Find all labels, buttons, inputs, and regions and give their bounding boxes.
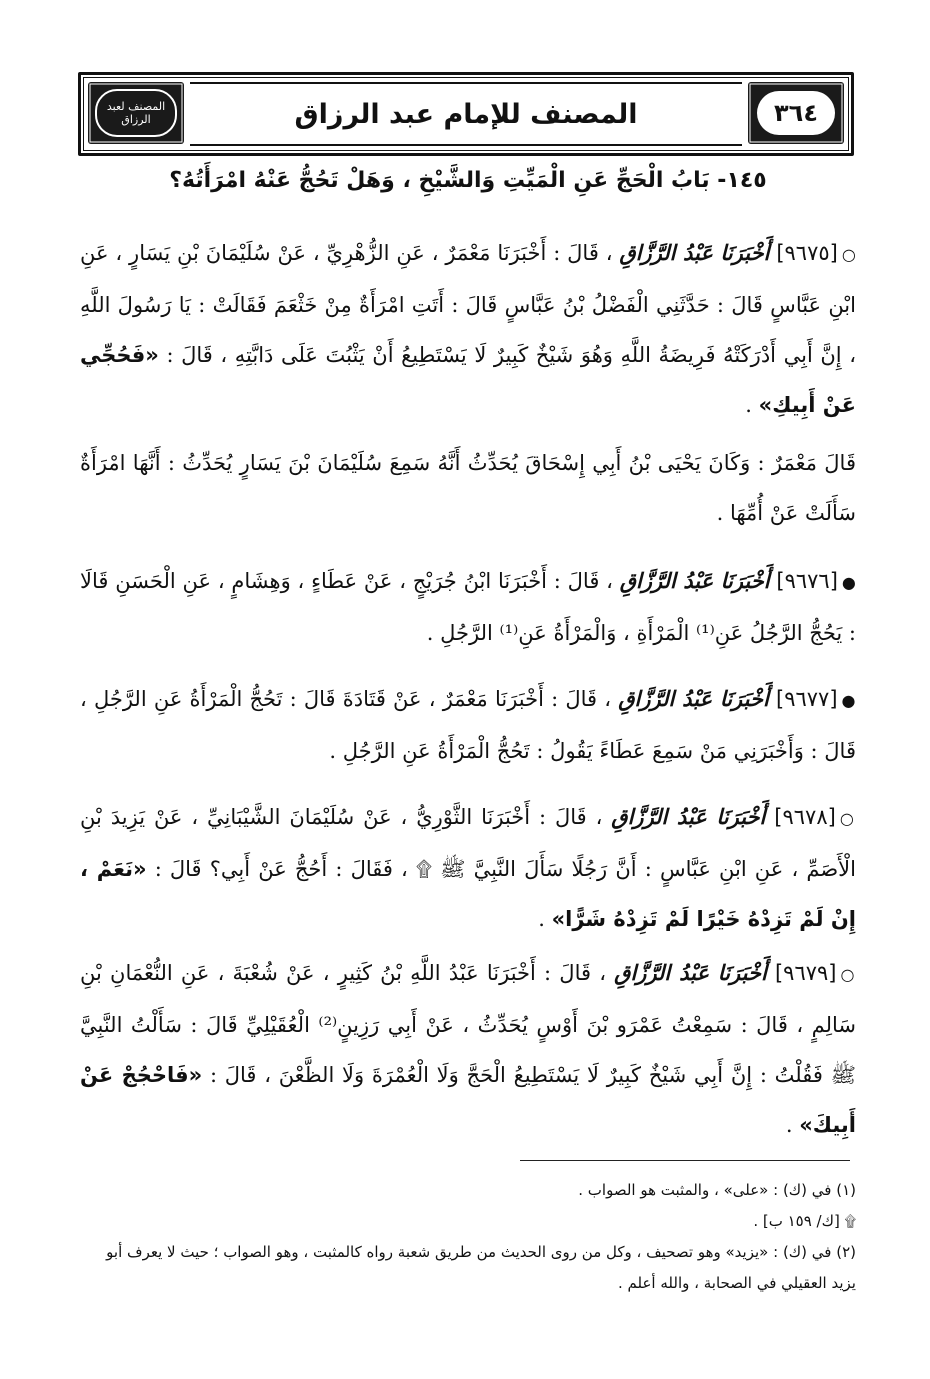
- book-emblem: [88, 82, 184, 144]
- hadith-9676: [80, 556, 856, 658]
- hadith-intro: أَخْبَرَنَا عَبْدُ الرَّزَّاقِ: [614, 961, 767, 985]
- hadith-text: ، قَالَ : أَخْبَرَنَا مَعْمَرٌ ، عَنِ الزُّهْرِيِّ ، عَنْ سُلَيْمَانَ بْنِ يَسَارٍ ، عَنِ ابْنِ عَبَّاسٍ قَالَ : حَدَّثَنِي الْفَضْلُ بْنُ عَبَّاسٍ قَالَ : أَتَتِ امْرَأَةٌ مِنْ خَثْعَمَ فَقَالَتْ : يَا رَسُولَ اللَّهِ ، إِنَّ أَبِي أَدْرَكَتْهُ فَرِيضَةُ اللَّهِ وَهُوَ شَيْخٌ كَبِيرٌ لَا يَسْتَطِيعُ أَنْ يَثْبُتَ عَلَى دَابَّتِهِ ، قَالَ :: [80, 241, 856, 367]
- hadith-marker: ●: [841, 691, 856, 710]
- emblem-pattern-icon: [88, 82, 184, 144]
- hadith-9678: [80, 792, 856, 944]
- page-header: [78, 72, 854, 156]
- hadith-number: [٩٦٧٥]: [776, 241, 838, 265]
- footnote-separator: [520, 1160, 850, 1161]
- hadith-marker: ○: [841, 245, 857, 264]
- hadith-intro: أَخْبَرَنَا عَبْدُ الرَّزَّاقِ: [619, 241, 770, 265]
- hadith-speech: «نَعَمْ ، إِنْ لَمْ تَزِدْهُ خَيْرًا لَمْ تَزِدْهُ شَرًّا»: [80, 857, 856, 931]
- hadith-text: ، قَالَ : أَخْبَرَنَا الثَّوْرِيُّ ، عَنْ سُلَيْمَانَ الشَّيْبَانِيِّ ، عَنْ يَزِيدَ بْنِ الْأَصَمِّ ، عَنِ ابْنِ عَبَّاسٍ : أَنَّ رَجُلًا سَأَلَ النَّبِيَّ ﷺ ۩ ، فَقَالَ : أَحُجُّ عَنْ أَبِي؟ قَالَ :: [80, 805, 856, 881]
- page-number-ornament: [748, 82, 844, 144]
- hadith-tail: .: [785, 1113, 800, 1137]
- chapter-heading: ١٤٥- بَابُ الْحَجِّ عَنِ الْمَيِّتِ وَالشَّيْخِ ، وَهَلْ تَحُجُّ عَنْهُ امْرَأَتُهُ؟: [169, 168, 767, 193]
- book-title: المصنف للإمام عبد الرزاق: [294, 98, 638, 130]
- hadith-9677: [80, 674, 856, 776]
- footnotes: [80, 1175, 856, 1299]
- hadith-text: ، قَالَ : أَخْبَرَنَا ابْنُ جُرَيْجٍ ، عَنْ عَطَاءٍ ، وَهِشَامٍ ، عَنِ الْحَسَنِ قَالَا : يَحُجُّ الرَّجُلُ عَنِ⁽¹⁾ الْمَرْأَةِ ، وَالْمَرْأَةُ عَنِ⁽¹⁾ الرَّجُلِ .: [80, 569, 856, 645]
- hadith-9675-note: [80, 438, 856, 538]
- hadith-intro: أَخْبَرَنَا عَبْدُ الرَّزَّاقِ: [611, 805, 766, 829]
- hadith-number: [٩٦٧٨]: [774, 805, 836, 829]
- hadith-tail: .: [538, 907, 552, 931]
- hadith-speech: «فَحُجِّي عَنْ أَبِيكِ»: [80, 343, 856, 417]
- hadith-marker: ●: [841, 573, 856, 592]
- hadith-text: قَالَ مَعْمَرٌ : وَكَانَ يَحْيَى بْنُ أَبِي إِسْحَاقَ يُحَدِّثُ أَنَّهُ سَمِعَ سُلَيْمَانَ بْنَ يَسَارٍ يُحَدِّثُ : أَنَّهَا امْرَأَةٌ سَأَلَتْ عَنْ أُمِّهَا .: [80, 451, 856, 525]
- hadith-number: [٩٦٧٦]: [776, 569, 838, 593]
- manuscript-page-note: ۩ [ك/ ١٥٩ ب] .: [753, 1212, 856, 1230]
- page-number: ٣٦٤: [774, 99, 818, 127]
- hadith-text: ، قَالَ : أَخْبَرَنَا عَبْدُ اللَّهِ بْنُ كَثِيرٍ ، عَنْ شُعْبَةَ ، عَنِ النُّعْمَانِ بْنِ سَالِمٍ ، قَالَ : سَمِعْتُ عَمْرَو بْنَ أَوْسٍ يُحَدِّثُ ، عَنْ أَبِي رَزِينٍ⁽²⁾ الْعُقَيْلِيِّ قَالَ : سَأَلْتُ النَّبِيَّ ﷺ فَقُلْتُ : إِنَّ أَبِي شَيْخٌ كَبِيرٌ لَا يَسْتَطِيعُ الْحَجَّ وَلَا الْعُمْرَةَ وَلَا الظَّعْنَ ، قَالَ :: [80, 961, 856, 1087]
- hadith-9679: [80, 948, 856, 1150]
- hadith-9675: [80, 228, 856, 430]
- header-band: [190, 82, 742, 146]
- hadith-marker: ○: [840, 965, 856, 984]
- footnote-1: (١) في (ك) : «على» ، والمثبت هو الصواب .: [578, 1181, 856, 1199]
- hadith-speech: «فَاحْجُجْ عَنْ أَبِيكَ»: [80, 1063, 856, 1137]
- hadith-text: ، قَالَ : أَخْبَرَنَا مَعْمَرٌ ، عَنْ قَتَادَةَ قَالَ : تَحُجُّ الْمَرْأَةُ عَنِ الرَّجُلِ ، قَالَ : وَأَخْبَرَنِي مَنْ سَمِعَ عَطَاءً يَقُولُ : تَحُجُّ الْمَرْأَةُ عَنِ الرَّجُلِ .: [80, 687, 856, 763]
- hadith-number: [٩٦٧٧]: [776, 687, 838, 711]
- hadith-number: [٩٦٧٩]: [774, 961, 837, 985]
- hadith-tail: .: [745, 393, 759, 417]
- hadith-marker: ○: [839, 809, 857, 828]
- hadith-intro: أَخْبَرَنَا عَبْدُ الرَّزَّاقِ: [618, 687, 769, 711]
- ornament-pattern-icon: [748, 82, 844, 144]
- emblem-text: المصنف لعبد الرزاق: [106, 100, 166, 126]
- hadith-intro: أَخْبَرَنَا عَبْدُ الرَّزَّاقِ: [619, 569, 770, 593]
- footnote-2: (٢) في (ك) : «يزيد» وهو تصحيف ، وكل من روى الحديث من طريق شعبة رواه كالمثبت ، وهو الصواب ؛ حيث لا يعرف أبو يزيد العقيلي في الصحابة ، والله أعلم .: [106, 1243, 856, 1292]
